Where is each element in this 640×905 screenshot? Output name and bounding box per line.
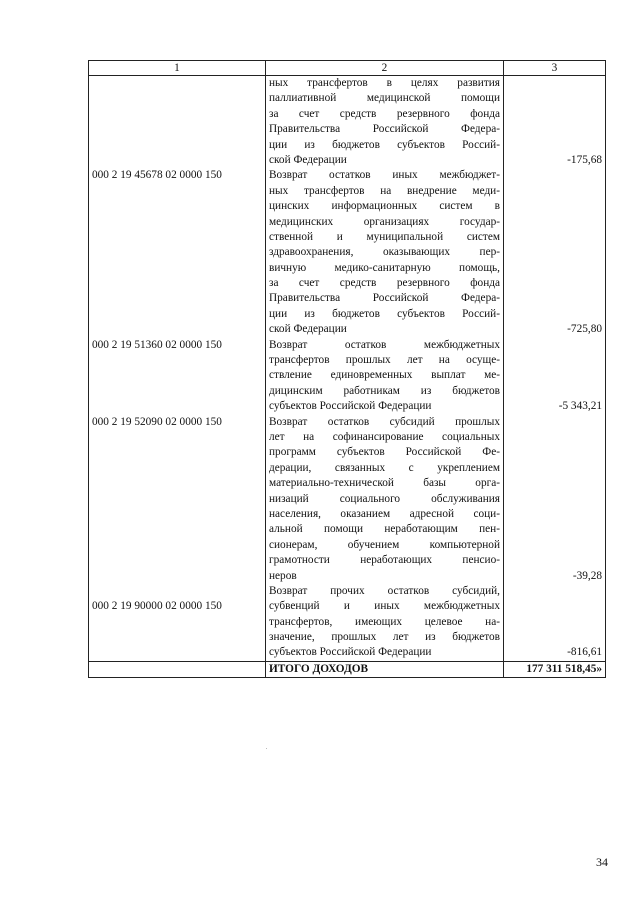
- description-line: ции из бюджетов субъектов Россий-: [269, 138, 500, 151]
- description-line: сионерам, обучением компьютерной: [269, 538, 500, 551]
- description-line: за счет средств резервного фонда: [269, 277, 500, 290]
- amount-line: [507, 76, 602, 91]
- budget-code-line: 000 2 19 90000 02 0000 150: [92, 600, 222, 613]
- description-line: Возврат остатков иных межбюджет-: [269, 169, 500, 182]
- budget-code-line: [92, 138, 262, 153]
- amount-line: [507, 384, 602, 399]
- description-line: неров: [269, 569, 297, 582]
- description-line: ных трансфертов на внедрение меди-: [269, 184, 500, 197]
- budget-code-line: [92, 430, 262, 445]
- budget-code-line: [92, 569, 262, 584]
- budget-code-line: [92, 215, 262, 230]
- code-column: [89, 76, 266, 662]
- description-line: ской Федерации: [269, 153, 347, 166]
- column-header-2: 2: [266, 61, 504, 76]
- description-line: цинских информационных систем в: [269, 200, 500, 213]
- amount-line: [507, 430, 602, 445]
- budget-code-line: [92, 399, 262, 414]
- amount-line: [507, 230, 602, 245]
- description-line: значение, прошлых лет из бюджетов: [269, 631, 500, 644]
- budget-code-line: [92, 538, 262, 553]
- budget-code-line: 000 2 19 52090 02 0000 150: [92, 415, 222, 428]
- amount-line: [507, 461, 602, 476]
- budget-code-line: [92, 476, 262, 491]
- amount-line: [507, 261, 602, 276]
- amount-column: [504, 76, 606, 662]
- budget-code-line: [92, 384, 262, 399]
- description-line: Правительства Российской Федера-: [269, 123, 500, 136]
- amount-line: [507, 615, 602, 630]
- amount-line: -175,68: [567, 153, 602, 166]
- description-line: субъектов Российской Федерации: [269, 646, 432, 659]
- description-line: трансфертов, имеющих целевое на-: [269, 615, 500, 628]
- budget-code-line: [92, 261, 262, 276]
- budget-code-line: [92, 492, 262, 507]
- budget-code-line: [92, 507, 262, 522]
- description-line: дицинским работникам из бюджетов: [269, 384, 500, 397]
- table-body-row: [89, 76, 606, 662]
- description-line: трансфертов прошлых лет на осуще-: [269, 354, 500, 367]
- budget-code-line: [92, 184, 262, 199]
- budget-code-line: [92, 322, 262, 337]
- amount-line: [507, 307, 602, 322]
- description-line: дерации, связанных с укреплением: [269, 461, 500, 474]
- description-line: программ субъектов Российской Фе-: [269, 446, 500, 459]
- description-line: Возврат прочих остатков субсидий,: [269, 584, 500, 597]
- description-line: ственной и муниципальной систем: [269, 230, 500, 243]
- amount-line: [507, 445, 602, 460]
- amount-line: [507, 584, 602, 599]
- amount-line: [507, 245, 602, 260]
- budget-code-line: [92, 76, 262, 91]
- description-line: медицинских организациях государ-: [269, 215, 500, 228]
- budget-code-line: [92, 199, 262, 214]
- total-code-cell: [89, 661, 266, 677]
- description-line: альной помощи неработающим пен-: [269, 523, 500, 536]
- budget-code-line: [92, 245, 262, 260]
- total-amount: 177 311 518,45»: [504, 661, 606, 677]
- amount-line: [507, 199, 602, 214]
- scan-speck: [266, 748, 267, 749]
- amount-line: [507, 415, 602, 430]
- amount-line: [507, 553, 602, 568]
- budget-code-line: [92, 584, 262, 599]
- description-line: здравоохранения, оказывающих пер-: [269, 246, 500, 259]
- description-line: за счет средств резервного фонда: [269, 107, 500, 120]
- description-line: Возврат остатков субсидий прошлых: [269, 415, 500, 428]
- budget-code-line: [92, 553, 262, 568]
- description-line: низаций социального обслуживания: [269, 492, 500, 505]
- amount-line: [507, 353, 602, 368]
- amount-line: [507, 538, 602, 553]
- budget-code-line: [92, 353, 262, 368]
- budget-code-line: 000 2 19 51360 02 0000 150: [92, 338, 222, 351]
- total-row: [89, 661, 606, 677]
- amount-line: -39,28: [572, 569, 602, 582]
- description-line: лет на софинансирование социальных: [269, 430, 500, 443]
- description-line: грамотности неработающих пенсио-: [269, 554, 500, 567]
- revenue-table: [88, 60, 606, 678]
- budget-code-line: 000 2 19 45678 02 0000 150: [92, 169, 222, 182]
- budget-code-line: [92, 368, 262, 383]
- description-line: вичную медико-санитарную помощь,: [269, 261, 500, 274]
- amount-line: [507, 184, 602, 199]
- column-header-1: 1: [89, 61, 266, 76]
- amount-line: -816,61: [567, 646, 602, 659]
- table-header-row: [89, 61, 606, 76]
- budget-code-line: [92, 291, 262, 306]
- amount-line: [507, 599, 602, 614]
- amount-line: [507, 168, 602, 183]
- amount-line: [507, 107, 602, 122]
- budget-code-line: [92, 230, 262, 245]
- description-line: ской Федерации: [269, 323, 347, 336]
- amount-line: [507, 630, 602, 645]
- amount-line: [507, 122, 602, 137]
- budget-code-line: [92, 276, 262, 291]
- amount-line: [507, 338, 602, 353]
- amount-line: [507, 138, 602, 153]
- description-line: материально-технической базы орга-: [269, 477, 500, 490]
- description-line: субъектов Российской Федерации: [269, 400, 432, 413]
- budget-code-line: [92, 307, 262, 322]
- budget-code-line: [92, 122, 262, 137]
- amount-line: [507, 91, 602, 106]
- budget-code-line: [92, 107, 262, 122]
- description-line: паллиативной медицинской помощи: [269, 92, 500, 105]
- budget-code-line: [92, 91, 262, 106]
- amount-line: [507, 291, 602, 306]
- description-line: ции из бюджетов субъектов Россий-: [269, 307, 500, 320]
- description-line: населения, оказанием адресной соци-: [269, 507, 500, 520]
- description-line: ных трансфертов в целях развития: [269, 77, 500, 89]
- page-number: 34: [596, 855, 608, 869]
- column-header-3: 3: [504, 61, 606, 76]
- amount-line: -725,80: [567, 323, 602, 336]
- description-line: ствление единовременных выплат ме-: [269, 369, 500, 382]
- amount-line: [507, 522, 602, 537]
- description-line: субвенций и иных межбюджетных: [269, 600, 500, 613]
- budget-code-line: [92, 522, 262, 537]
- budget-code-line: [92, 153, 262, 168]
- description-line: Правительства Российской Федера-: [269, 292, 500, 305]
- amount-line: [507, 215, 602, 230]
- budget-code-line: [92, 461, 262, 476]
- description-line: Возврат остатков межбюджетных: [269, 338, 500, 351]
- amount-line: [507, 368, 602, 383]
- total-label: ИТОГО ДОХОДОВ: [266, 661, 504, 677]
- amount-line: [507, 476, 602, 491]
- description-column: [266, 76, 504, 662]
- amount-line: [507, 276, 602, 291]
- budget-code-line: [92, 445, 262, 460]
- amount-line: [507, 507, 602, 522]
- amount-line: [507, 492, 602, 507]
- amount-line: -5 343,21: [558, 400, 602, 413]
